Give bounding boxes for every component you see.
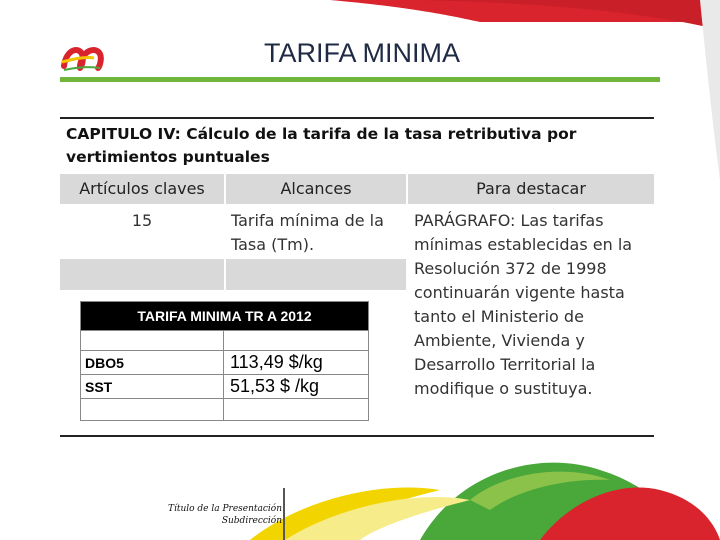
logo-icon: [60, 40, 108, 72]
article-number: 15: [131, 211, 153, 230]
bottom-border: [60, 435, 654, 437]
tariff-table: [80, 301, 369, 421]
footer-divider: [283, 488, 285, 540]
tariff-empty-left: [81, 399, 224, 421]
header-cell-scope: [226, 174, 406, 204]
title-underline: [60, 77, 660, 82]
gray-cell-2: [226, 259, 406, 290]
footer: [140, 503, 282, 527]
header-articles: Artículos claves: [79, 179, 205, 198]
tariff-label-sst: SST: [81, 375, 224, 399]
top-border: [60, 117, 654, 119]
page-title: TARIFA MINIMA: [263, 38, 460, 68]
header-scope: Alcances: [280, 179, 352, 198]
green-swoosh-right: [700, 0, 720, 180]
header-highlight: Para destacar: [476, 179, 586, 198]
tariff-label-dbo5: DBO5: [81, 351, 224, 375]
tariff-empty-right: [224, 399, 369, 421]
scope-text: Tarifa mínima de la Tasa (Tm).: [231, 211, 384, 254]
footer-presentation-title: Título de la Presentación: [167, 504, 282, 514]
tariff-table-title: TARIFA MINIMA TR A 2012: [81, 302, 369, 331]
tariff-spacer-right: [224, 331, 369, 351]
tariff-value-dbo5: 113,49 $/kg: [224, 351, 369, 375]
chapter-heading: CAPITULO IV: Cálculo de la tarifa de la tasa retributiva por vertimientos puntuales: [66, 125, 577, 166]
tariff-spacer-left: [81, 331, 224, 351]
footer-subdirection: Subdirección: [221, 516, 282, 526]
header-cell-highlight: [408, 174, 654, 204]
gray-cell-1: [60, 259, 224, 290]
highlight-text: PARÁGRAFO: Las tarifas mínimas establecidas en la Resolución 372 de 1998 continuarán vigente hasta tanto el Ministerio de Ambiente, Vivienda y Desarrollo Territorial la modifique o sustituya.: [414, 211, 633, 398]
tariff-value-sst: 51,53 $ /kg: [224, 375, 369, 399]
header-cell-articles: [60, 174, 224, 204]
